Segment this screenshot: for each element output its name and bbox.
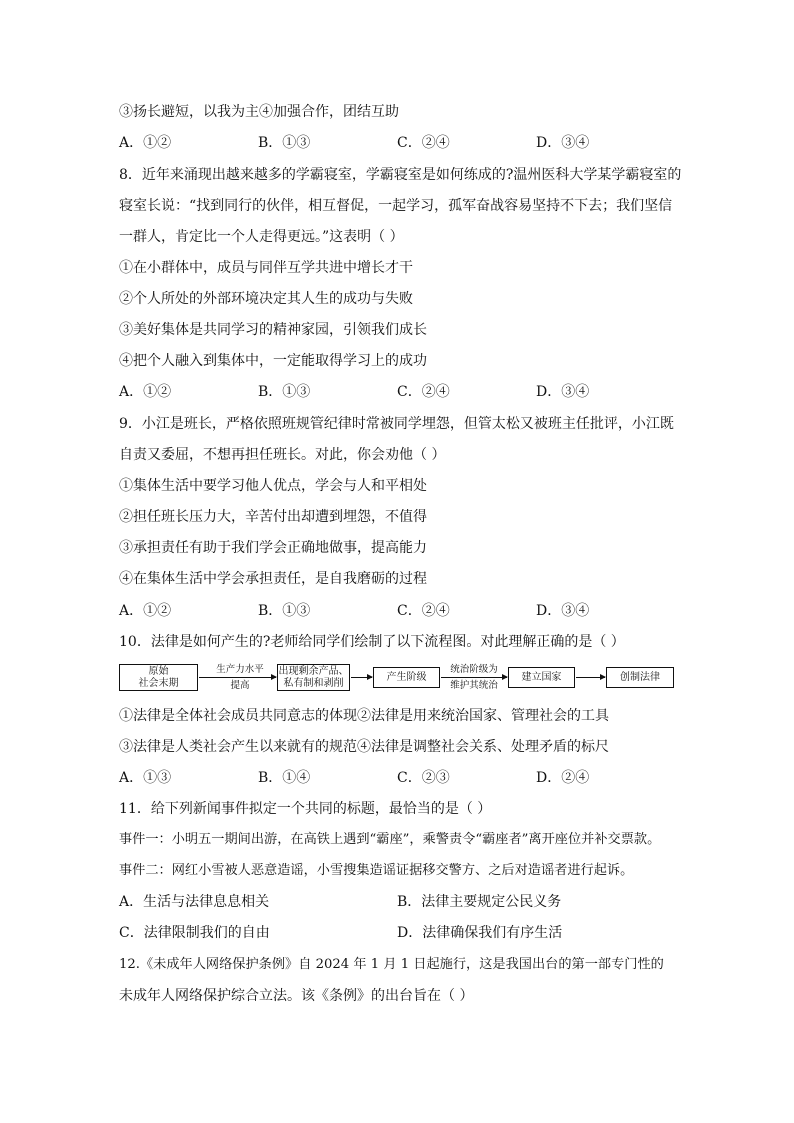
q8-stem-line2: 寝室长说：“找到同行的伙伴，相互督促，一起学习，孤军奋战容易坚持不下去；我们坚信 xyxy=(119,198,673,214)
choice-d[interactable]: D．③④ xyxy=(536,603,590,619)
choice-a[interactable]: A．①② xyxy=(119,135,172,151)
flow-box-text: 出现剩余产品、 xyxy=(278,665,349,677)
q8-item-2: ②个人所处的外部环境决定其人生的成功与失败 xyxy=(119,291,413,307)
q12-stem-line1: 12.《未成年人网络保护条例》自 2024 年 1 月 1 日起施行，这是我国出台的第一部专门性的 xyxy=(119,957,664,972)
choice-b[interactable]: B．①④ xyxy=(258,770,311,786)
flow-arrow xyxy=(441,677,507,678)
flow-box-text: 社会末期 xyxy=(138,677,179,689)
q10-item-line1: ①法律是全体社会成员共同意志的体现②法律是用来统治国家、管理社会的工具 xyxy=(119,708,609,724)
choice-c[interactable]: C．②④ xyxy=(397,384,450,400)
q9-item-3: ③承担责任有助于我们学会正确地做事，提高能力 xyxy=(119,540,427,556)
flow-arrow-label: 提高 xyxy=(230,680,250,691)
flow-arrow xyxy=(351,677,372,678)
flow-arrow-label: 维护其统治 xyxy=(450,680,498,691)
choice-c[interactable]: C．法律限制我们的自由 xyxy=(119,925,270,941)
q7-option-line: ③扬长避短，以我为主④加强合作，团结互助 xyxy=(119,104,399,120)
flow-box-surplus-products xyxy=(277,664,350,691)
flow-box-text: 产生阶级 xyxy=(386,671,427,683)
flow-box-classes xyxy=(373,667,440,688)
q10-stem: 10．法律是如何产生的?老师给同学们绘制了以下流程图。对此理解正确的是（ ） xyxy=(119,634,625,650)
choice-b[interactable]: B．①③ xyxy=(258,603,311,619)
q8-item-1: ①在小群体中，成员与同伴互学共进中增长才干 xyxy=(119,260,413,276)
choice-b[interactable]: B．①③ xyxy=(258,135,311,151)
q8-item-4: ④把个人融入到集体中，一定能取得学习上的成功 xyxy=(119,353,427,369)
q10-item-line2: ③法律是人类社会产生以来就有的规范④法律是调整社会关系、处理矛盾的标尺 xyxy=(119,739,609,755)
flow-box-text: 私有制和剥削 xyxy=(283,677,344,689)
flow-arrow xyxy=(576,677,605,678)
flow-box-state xyxy=(508,667,575,688)
q8-stem-line1: 8．近年来涌现出越来越多的学霸寝室，学霸寝室是如何练成的?温州医科大学某学霸寝室的 xyxy=(119,167,682,183)
flow-box-text: 原始 xyxy=(148,665,169,677)
q11-event-2: 事件二：网红小雪被人恶意造谣，小雪搜集造谣证据移交警方、之后对造谣者进行起诉。 xyxy=(119,863,634,878)
choice-a[interactable]: A．①② xyxy=(119,384,172,400)
choice-d[interactable]: D．②④ xyxy=(536,770,590,786)
q9-item-4: ④在集体生活中学会承担责任，是自我磨砺的过程 xyxy=(119,571,427,587)
q8-item-3: ③美好集体是共同学习的精神家园，引领我们成长 xyxy=(119,322,427,338)
q8-stem-line3: 一群人，肯定比一个人走得更远。”这表明（ ） xyxy=(119,229,404,245)
choice-d[interactable]: D．③④ xyxy=(536,384,590,400)
choice-c[interactable]: C．②④ xyxy=(397,135,450,151)
choice-d[interactable]: D．③④ xyxy=(536,135,590,151)
flow-box-primitive-society xyxy=(119,664,198,691)
choice-a[interactable]: A．生活与法律息息相关 xyxy=(119,894,270,910)
flow-arrow xyxy=(199,677,276,678)
choice-a[interactable]: A．①③ xyxy=(119,770,172,786)
q9-stem-line2: 自责又委屈，不想再担任班长。对此，你会劝他（ ） xyxy=(119,447,446,463)
q9-stem-line1: 9．小江是班长，严格依照班规管纪律时常被同学埋怨，但管太松又被班主任批评，小江既 xyxy=(119,416,674,432)
choice-c[interactable]: C．②③ xyxy=(397,770,450,786)
choice-b[interactable]: B．①③ xyxy=(258,384,311,400)
q12-stem-line2: 未成年人网络保护综合立法。该《条例》的出台旨在（ ） xyxy=(119,988,474,1004)
q11-event-1: 事件一：小明五一期间出游，在高铁上遇到“霸座”，乘警责令“霸座者”离开座位并补交票款。 xyxy=(119,832,661,847)
flow-box-law xyxy=(606,667,674,688)
choice-d[interactable]: D．法律确保我们有序生活 xyxy=(397,925,563,941)
q9-item-1: ①集体生活中要学习他人优点，学会与人和平相处 xyxy=(119,478,427,494)
flow-arrow-label: 生产力水平 xyxy=(216,664,264,675)
flow-arrow-label: 统治阶级为 xyxy=(450,664,498,675)
q9-item-2: ②担任班长压力大，辛苦付出却遭到埋怨，不值得 xyxy=(119,509,427,525)
q11-stem: 11．给下列新闻事件拟定一个共同的标题，最恰当的是（ ） xyxy=(119,801,492,817)
flow-box-text: 创制法律 xyxy=(620,671,660,683)
flow-box-text: 建立国家 xyxy=(521,671,562,683)
choice-c[interactable]: C．②④ xyxy=(397,603,450,619)
choice-b[interactable]: B．法律主要规定公民义务 xyxy=(397,894,562,910)
choice-a[interactable]: A．①② xyxy=(119,603,172,619)
